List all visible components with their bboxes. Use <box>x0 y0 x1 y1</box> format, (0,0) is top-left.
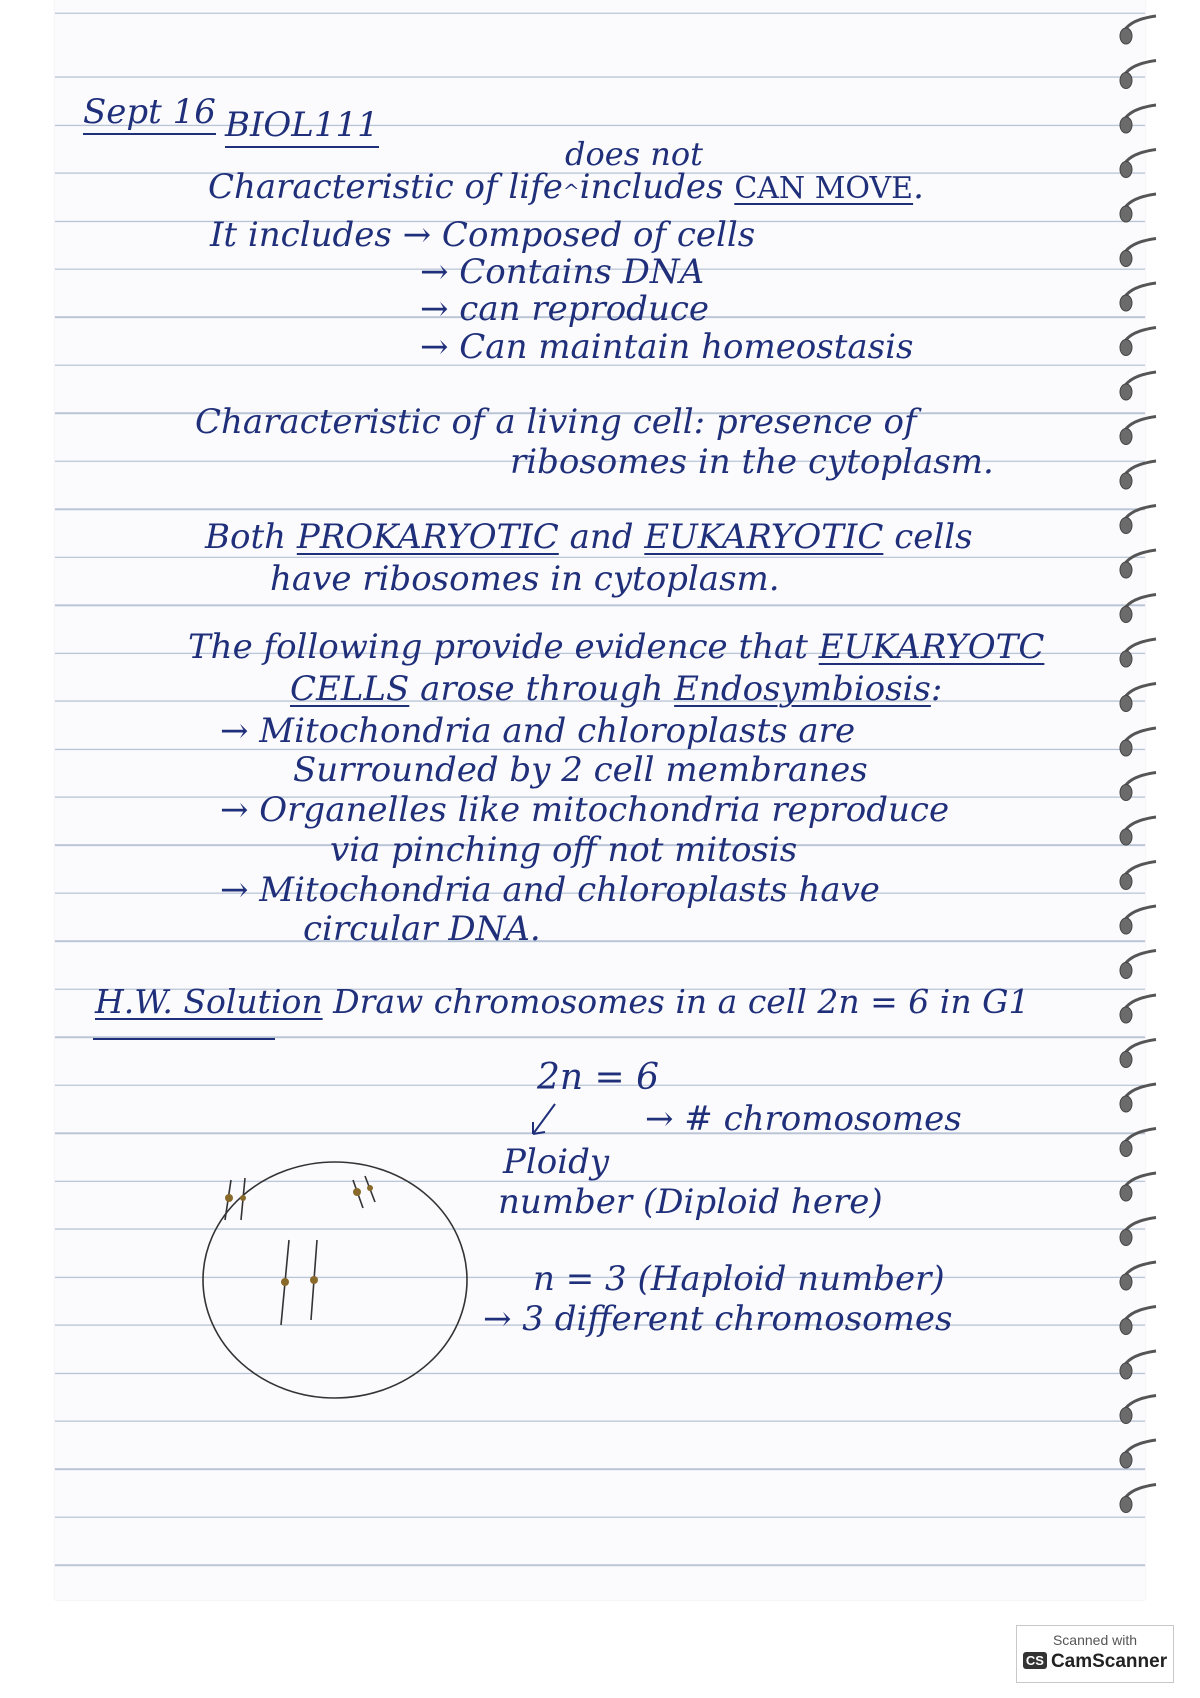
text-hw-solution: H.W. Solution <box>95 982 323 1021</box>
spiral-hole <box>1120 829 1132 845</box>
spiral-binding <box>1112 8 1172 1608</box>
spiral-hole <box>1120 963 1132 979</box>
spiral-hole <box>1120 562 1132 578</box>
spiral-hole <box>1120 1052 1132 1068</box>
hw-line <box>95 982 1030 1021</box>
line-following-evidence <box>188 627 1045 667</box>
bullet-reproduce-a: → Organelles like mitochondria reproduce <box>220 790 950 830</box>
badge-brand: CamScanner <box>1050 1651 1168 1672</box>
line-have-ribosomes: have ribosomes in cytoplasm. <box>270 559 780 599</box>
spiral-hole <box>1120 1363 1132 1379</box>
spiral-hole <box>1120 651 1132 667</box>
date-label: Sept 16 <box>83 95 216 135</box>
spiral-hole <box>1120 1185 1132 1201</box>
bullet-circular-a: → Mitochondria and chloroplasts have <box>220 870 880 910</box>
spiral-hole <box>1120 874 1132 890</box>
spiral-hole <box>1120 295 1132 311</box>
text-can-move: CAN MOVE <box>734 171 914 206</box>
spiral-hole <box>1120 340 1132 356</box>
line-ribosomes-cytoplasm: ribosomes in the cytoplasm. <box>510 442 994 482</box>
spiral-hole <box>1120 1096 1132 1112</box>
spiral-hole <box>1120 28 1132 44</box>
spiral-hole <box>1120 740 1132 756</box>
spiral-hole <box>1120 785 1132 801</box>
spiral-hole <box>1120 1319 1132 1335</box>
spiral-hole <box>1120 1141 1132 1157</box>
line-characteristic-life <box>208 167 924 207</box>
badge-camscanner <box>1017 1651 1173 1673</box>
label-ploidy-number: number (Diploid here) <box>498 1182 883 1222</box>
spiral-hole <box>1120 1274 1132 1290</box>
line-it-includes: It includes → Composed of cells <box>210 215 756 255</box>
spiral-hole <box>1120 73 1132 89</box>
text-colon: : <box>930 669 943 709</box>
chromosomes <box>225 1176 375 1325</box>
label-3-different: → 3 different chromosomes <box>483 1299 953 1339</box>
camscanner-watermark <box>1016 1625 1174 1683</box>
spiral-hole <box>1120 384 1132 400</box>
spiral-hole <box>1120 696 1132 712</box>
text-includes: includes <box>579 167 724 207</box>
line-contains-dna: → Contains DNA <box>420 252 705 292</box>
line-homeostasis: → Can maintain homeostasis <box>420 327 914 367</box>
badge-scanned-with: Scanned with <box>1052 1632 1138 1648</box>
line-cells-arose <box>290 669 943 709</box>
caret-mark: ^ <box>562 179 580 203</box>
bullet-membranes-b: Surrounded by 2 cell membranes <box>293 750 868 790</box>
eq-n-haploid: n = 3 (Haploid number) <box>533 1259 945 1299</box>
text-period: . <box>913 167 924 207</box>
spiral-hole <box>1120 1230 1132 1246</box>
spiral-hole <box>1120 518 1132 534</box>
text-cells-caps: CELLS <box>290 669 410 709</box>
text-both: Both <box>205 517 287 557</box>
text-eukaryotc: EUKARYOTC <box>818 627 1045 667</box>
spiral-hole <box>1120 1007 1132 1023</box>
text-arose-through: arose through <box>420 669 664 709</box>
text-and: and <box>569 517 634 557</box>
bullet-reproduce-b: via pinching off not mitosis <box>330 830 798 870</box>
spiral-hole <box>1120 117 1132 133</box>
centromeres <box>225 1185 373 1286</box>
text-cells: cells <box>894 517 973 557</box>
cell-diagram <box>185 1140 485 1420</box>
spiral-hole <box>1120 1497 1132 1513</box>
text-eukaryotic: EUKARYOTIC <box>644 517 884 557</box>
eq-2n: 2n = 6 <box>537 1057 660 1098</box>
spiral-hole <box>1120 1408 1132 1424</box>
label-chromosomes: → # chromosomes <box>645 1099 962 1139</box>
line-can-reproduce: → can reproduce <box>420 289 709 329</box>
spiral-hole <box>1120 1452 1132 1468</box>
camscanner-logo-icon: CS <box>1023 1652 1047 1669</box>
arrow-down-left <box>525 1100 565 1140</box>
hw-double-underline <box>93 1038 275 1040</box>
line-living-cell: Characteristic of a living cell: presence of <box>195 402 917 442</box>
text-characteristic-life: Characteristic of life <box>208 167 563 207</box>
label-ploidy: Ploidy <box>503 1142 610 1182</box>
text-prokaryotic: PROKARYOTIC <box>296 517 559 557</box>
text-hw-task: Draw chromosomes in a cell 2n = 6 in G1 <box>333 982 1030 1021</box>
spiral-hole <box>1120 607 1132 623</box>
insert-does-not: does not <box>565 135 704 173</box>
text-endosymbiosis: Endosymbiosis <box>674 669 931 709</box>
spiral-hole <box>1120 206 1132 222</box>
spiral-hole <box>1120 918 1132 934</box>
course-label: BIOL111 <box>225 108 379 148</box>
line-prok-euk <box>205 517 973 557</box>
spiral-hole <box>1120 429 1132 445</box>
spiral-hole <box>1120 162 1132 178</box>
bullet-circular-b: circular DNA. <box>303 909 541 949</box>
spiral-hole <box>1120 251 1132 267</box>
bullet-membranes-a: → Mitochondria and chloroplasts are <box>220 711 856 751</box>
ring-coils <box>1120 16 1156 1513</box>
spiral-hole <box>1120 473 1132 489</box>
text-following: The following provide evidence that <box>188 627 808 667</box>
